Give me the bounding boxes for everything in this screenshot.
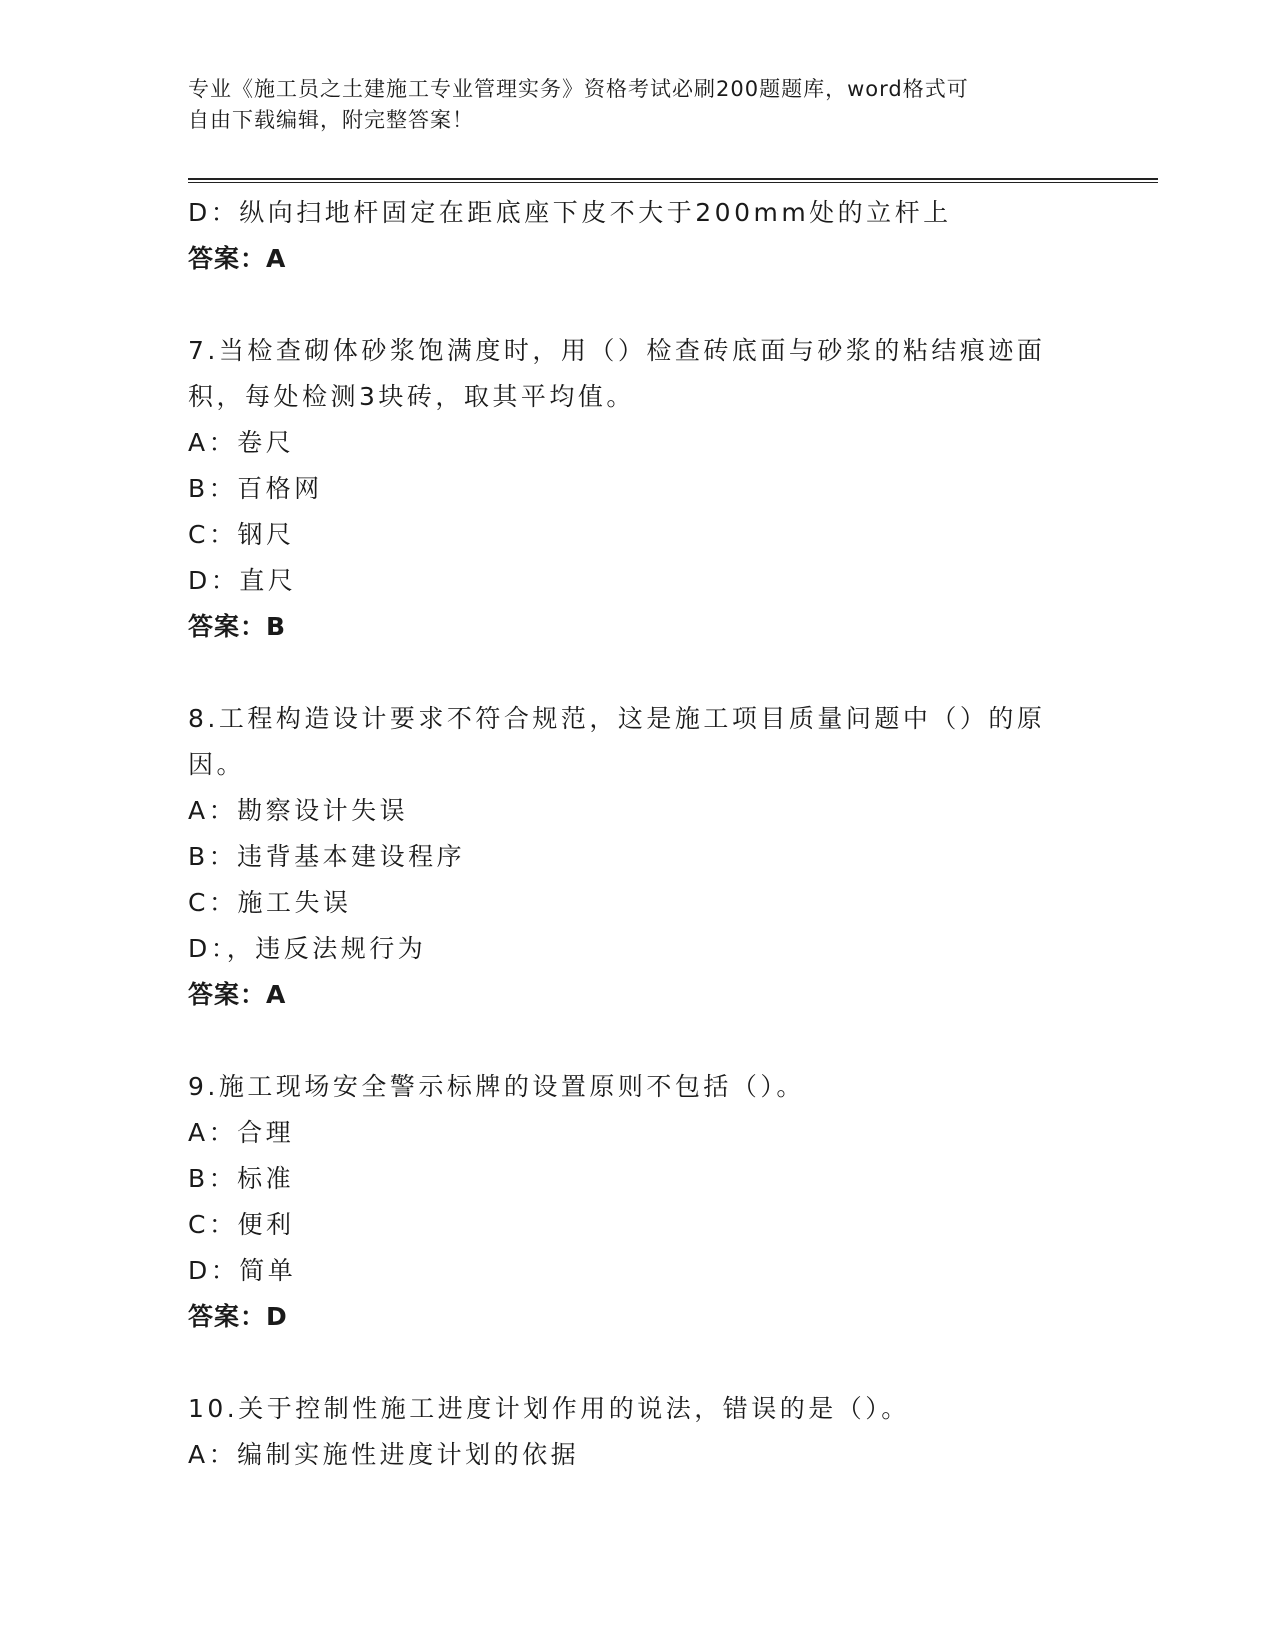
question-stem-line-2: 积，每处检测3块砖，取其平均值。 — [188, 382, 635, 411]
question-10 — [188, 1386, 1068, 1478]
header-divider — [188, 178, 1158, 183]
question-7 — [188, 328, 1068, 650]
document-header — [188, 74, 1068, 136]
answer-line: 答案：A — [188, 980, 287, 1009]
option-b: B：违背基本建设程序 — [188, 842, 466, 871]
question-stem-line-1: 10.关于控制性施工进度计划作用的说法，错误的是（）。 — [188, 1394, 910, 1423]
answer-line: 答案：B — [188, 612, 287, 641]
option-c: C：钢尺 — [188, 520, 295, 549]
question-stem-line-1: 8.工程构造设计要求不符合规范，这是施工项目质量问题中（）的原 — [188, 704, 1046, 733]
spacer — [188, 1340, 1068, 1386]
option-c: C：施工失误 — [188, 888, 352, 917]
question-stem-line-1: 9.施工现场安全警示标牌的设置原则不包括（）。 — [188, 1072, 805, 1101]
option-b: B：标准 — [188, 1164, 295, 1193]
spacer — [188, 1018, 1068, 1064]
option-a: A：合理 — [188, 1118, 295, 1147]
spacer — [188, 282, 1068, 328]
option-d: D：纵向扫地杆固定在距底座下皮不大于200mm处的立杆上 — [188, 198, 952, 227]
answer-line: 答案：A — [188, 244, 287, 273]
question-list — [188, 190, 1068, 1478]
option-a: A：勘察设计失误 — [188, 796, 409, 825]
header-line-2: 自由下载编辑，附完整答案！ — [188, 108, 474, 132]
option-d: D：，违反法规行为 — [188, 934, 427, 963]
question-stem-line-1: 7.当检查砌体砂浆饱满度时，用（）检查砖底面与砂浆的粘结痕迹面 — [188, 336, 1046, 365]
question-9 — [188, 1064, 1068, 1340]
answer-line: 答案：D — [188, 1302, 288, 1331]
question-6-tail — [188, 190, 1068, 282]
option-d: D：直尺 — [188, 566, 297, 595]
option-d: D：简单 — [188, 1256, 297, 1285]
option-c: C：便利 — [188, 1210, 295, 1239]
question-8 — [188, 696, 1068, 1018]
option-b: B：百格网 — [188, 474, 323, 503]
spacer — [188, 650, 1068, 696]
header-line-1: 专业《施工员之土建施工专业管理实务》资格考试必刷200题题库，word格式可 — [188, 77, 969, 101]
question-stem-line-2: 因。 — [188, 750, 246, 779]
option-a: A：卷尺 — [188, 428, 295, 457]
option-a: A：编制实施性进度计划的依据 — [188, 1440, 580, 1469]
